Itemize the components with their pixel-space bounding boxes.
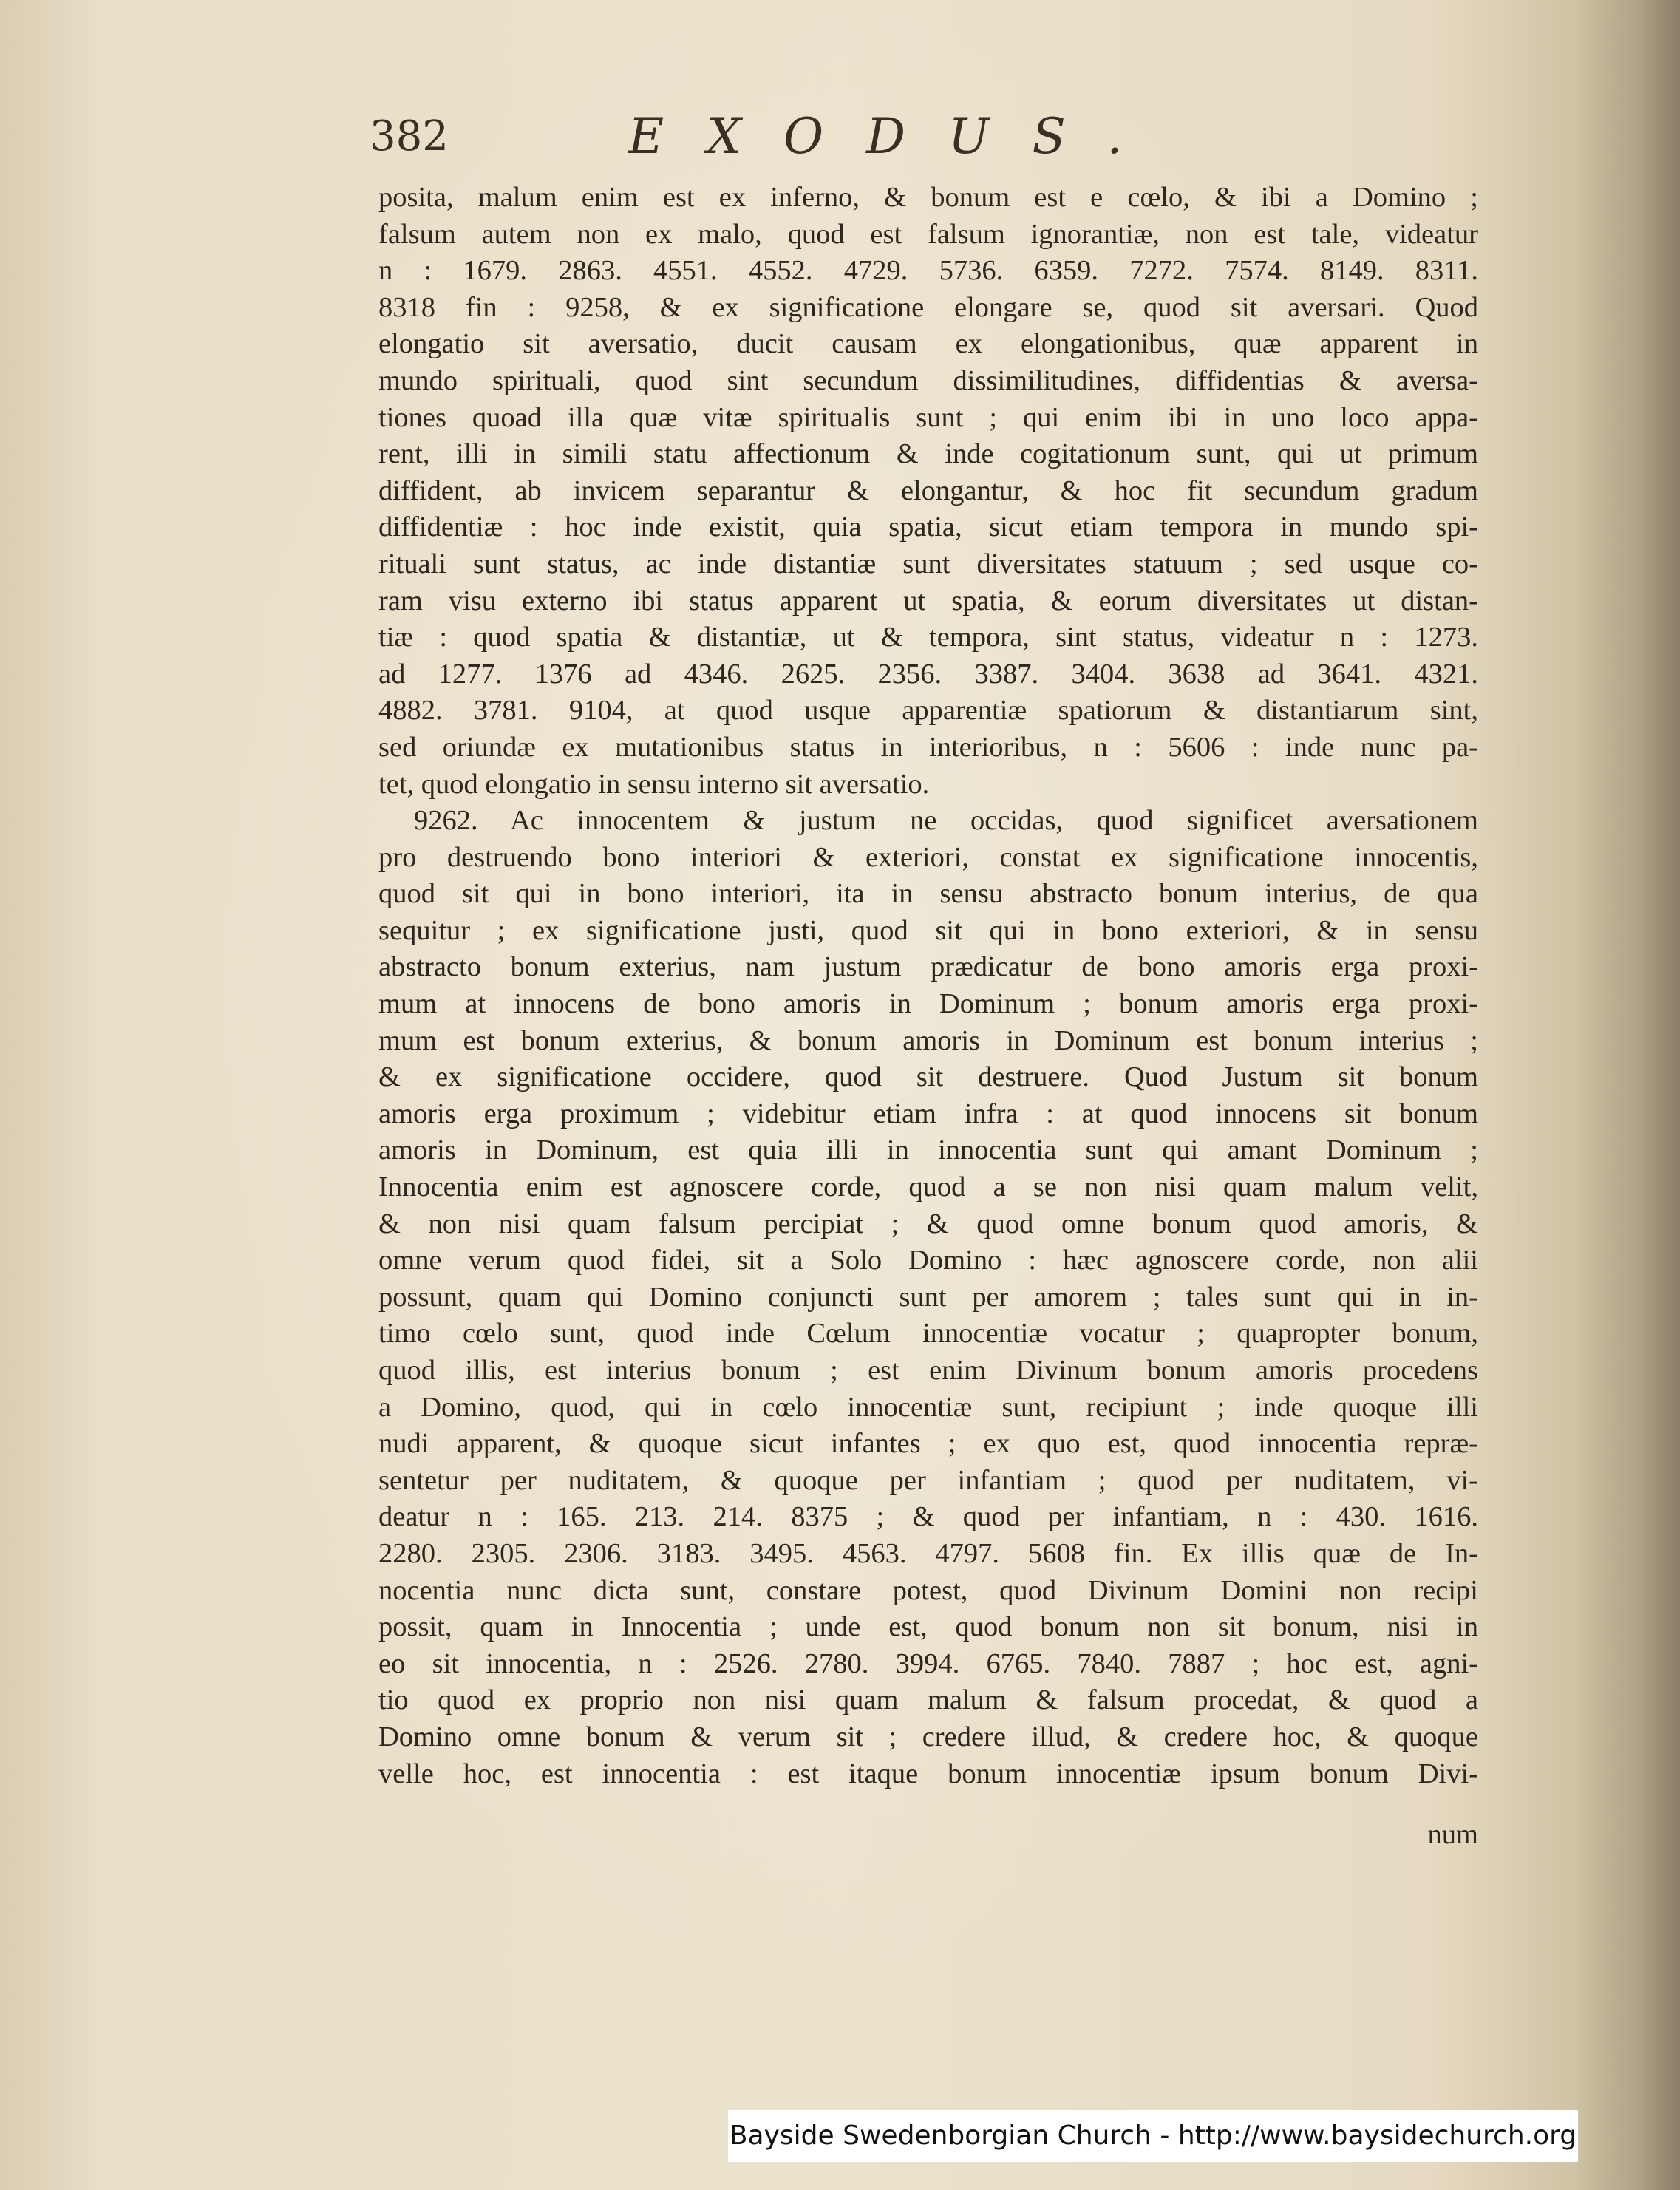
text-line: n : 1679. 2863. 4551. 4552. 4729. 5736. 6359. 7272. 7574. 8149. 8311. — [378, 255, 1478, 287]
text-line: & non nisi quam falsum percipiat ; & quod omne bonum quod amoris, & — [378, 1208, 1478, 1239]
text-line: amoris in Dominum, est quia illi in innocentia sunt qui amant Dominum ; — [378, 1135, 1478, 1166]
text-line: diffidentiæ : hoc inde existit, quia spatia, sicut etiam tempora in mundo spi- — [378, 511, 1478, 543]
text-line: a Domino, quod, qui in cœlo innocentiæ sunt, recipiunt ; inde quoque illi — [378, 1391, 1478, 1423]
catchword: num — [1427, 1819, 1478, 1850]
text-line: & ex significatione occidere, quod sit destruere. Quod Justum sit bonum — [378, 1061, 1478, 1093]
text-line: 4882. 3781. 9104, at quod usque apparentiæ spatiorum & distantiarum sint, — [378, 695, 1478, 727]
text-line: nudi apparent, & quoque sicut infantes ; ex quo est, quod innocentia repræ- — [378, 1428, 1478, 1460]
text-line: mum at innocens de bono amoris in Dominum ; bonum amoris erga proxi- — [378, 988, 1478, 1020]
text-line: ram visu externo ibi status apparent ut spatia, & eorum diversitates ut distan- — [378, 585, 1478, 616]
paragraph-start-line: 9262. Ac innocentem & justum ne occidas, quod significet aversationem — [414, 805, 1478, 837]
page-header — [370, 103, 1256, 170]
text-line: sed oriundæ ex mutationibus status in interioribus, n : 5606 : inde nunc pa- — [378, 731, 1478, 763]
text-line: falsum autem non ex malo, quod est falsum ignorantiæ, non est tale, videatur — [378, 218, 1478, 250]
text-line: rent, illi in simili statu affectionum & inde cogitationum sunt, qui ut primum — [378, 438, 1478, 470]
text-line: Innocentia enim est agnoscere corde, quod a se non nisi quam malum velit, — [378, 1171, 1478, 1203]
text-line: nocentia nunc dicta sunt, constare potest, quod Divinum Domini non recipi — [378, 1574, 1478, 1606]
text-line: abstracto bonum exterius, nam justum prædicatur de bono amoris erga proxi- — [378, 951, 1478, 983]
text-line: mum est bonum exterius, & bonum amoris in Dominum est bonum interius ; — [378, 1024, 1478, 1056]
text-line: possit, quam in Innocentia ; unde est, quod bonum non sit bonum, nisi in — [378, 1611, 1478, 1643]
text-line: quod sit qui in bono interiori, ita in sensu abstracto bonum interius, de qua — [378, 878, 1478, 910]
text-line: sequitur ; ex significatione justi, quod sit qui in bono exteriori, & in sensu — [378, 914, 1478, 946]
text-line: rituali sunt status, ac inde distantiæ sunt diversitates statuum ; sed usque co- — [378, 548, 1478, 579]
text-line: tiones quoad illa quæ vitæ spiritualis sunt ; qui enim ibi in uno loco appa- — [378, 401, 1478, 433]
text-line: mundo spirituali, quod sint secundum dissimilitudines, diffidentias & aversa- — [378, 364, 1478, 396]
text-line: possunt, quam qui Domino conjuncti sunt per amorem ; tales sunt qui in in- — [378, 1281, 1478, 1313]
running-title: EXODUS. — [628, 108, 1166, 165]
text-line: timo cœlo sunt, quod inde Cœlum innocentiæ vocatur ; quapropter bonum, — [378, 1318, 1478, 1350]
text-line: posita, malum enim est ex inferno, & bonum est e cœlo, & ibi a Domino ; — [378, 182, 1478, 213]
text-line: 2280. 2305. 2306. 3183. 3495. 4563. 4797. 5608 fin. Ex illis quæ de In- — [378, 1537, 1478, 1569]
text-line: eo sit innocentia, n : 2526. 2780. 3994. 6765. 7840. 7887 ; hoc est, agni- — [378, 1647, 1478, 1679]
text-line: diffident, ab invicem separantur & elongantur, & hoc fit secundum gradum — [378, 475, 1478, 506]
text-line: quod illis, est interius bonum ; est enim Divinum bonum amoris procedens — [378, 1355, 1478, 1386]
text-line: Domino omne bonum & verum sit ; credere illud, & credere hoc, & quoque — [378, 1721, 1478, 1752]
text-line: velle hoc, est innocentia : est itaque bonum innocentiæ ipsum bonum Divi- — [378, 1758, 1478, 1789]
page-number: 382 — [370, 112, 449, 160]
watermark-banner: Bayside Swedenborgian Church - http://www.baysidechurch.org — [728, 2110, 1578, 2162]
text-line: deatur n : 165. 213. 214. 8375 ; & quod per infantiam, n : 430. 1616. — [378, 1501, 1478, 1533]
text-line: pro destruendo bono interiori & exteriori, constat ex significatione innocentis, — [378, 841, 1478, 873]
text-line: tiæ : quod spatia & distantiæ, ut & tempora, sint status, videatur n : 1273. — [378, 622, 1478, 653]
text-line: 8318 fin : 9258, & ex significatione elongare se, quod sit aversari. Quod — [378, 291, 1478, 323]
text-line: amoris erga proximum ; videbitur etiam infra : at quod innocens sit bonum — [378, 1098, 1478, 1129]
text-line: omne verum quod fidei, sit a Solo Domino : hæc agnoscere corde, non alii — [378, 1245, 1478, 1276]
text-line: sentetur per nuditatem, & quoque per infantiam ; quod per nuditatem, vi- — [378, 1464, 1478, 1496]
body-text — [378, 180, 1478, 1792]
page-edge-shadow — [1577, 0, 1680, 2190]
text-line: tio quod ex proprio non nisi quam malum & falsum procedat, & quod a — [378, 1684, 1478, 1716]
text-line: tet, quod elongatio in sensu interno sit aversatio. — [378, 768, 930, 800]
text-line: ad 1277. 1376 ad 4346. 2625. 2356. 3387. 3404. 3638 ad 3641. 4321. — [378, 658, 1478, 690]
text-line: elongatio sit aversatio, ducit causam ex elongationibus, quæ apparent in — [378, 328, 1478, 360]
